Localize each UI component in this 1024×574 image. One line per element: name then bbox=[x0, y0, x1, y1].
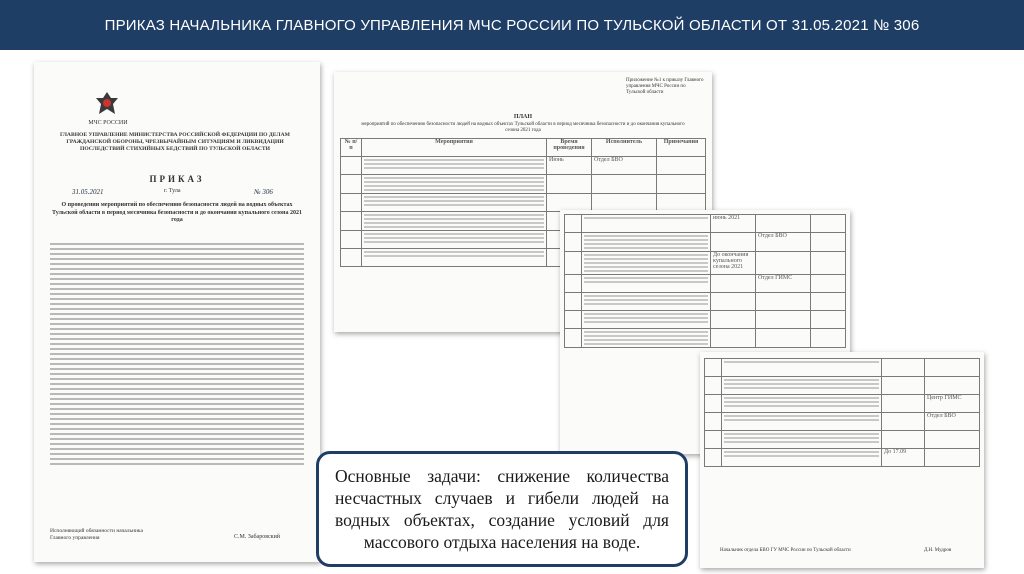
table-row bbox=[565, 252, 846, 275]
plan-title: ПЛАН bbox=[513, 114, 533, 120]
cell-b: Отдел БВО bbox=[756, 233, 811, 252]
table-row bbox=[705, 431, 980, 449]
plan-table-2 bbox=[564, 214, 846, 348]
order-subject: О проведении мероприятий по обеспечению безопасности людей на водных объектах Тульской области в период месячника безопасности и до окончания купального сезона 2021 года bbox=[52, 202, 302, 223]
plan-table-3 bbox=[704, 358, 980, 467]
cell-c: До 17.09 bbox=[882, 449, 925, 467]
table-row bbox=[705, 413, 980, 431]
cell-b: Центр ГИМС bbox=[925, 395, 980, 413]
doc-type: ПРИКАЗ bbox=[149, 174, 205, 184]
order-body-text bbox=[50, 240, 304, 468]
row-time: Июнь bbox=[547, 157, 592, 175]
row-exec: Отдел БВО bbox=[592, 157, 657, 175]
cell-a: Отдел БВО bbox=[925, 413, 980, 431]
table-row bbox=[341, 194, 706, 212]
plan-page-3 bbox=[700, 352, 984, 568]
ministry-name: ГЛАВНОЕ УПРАВЛЕНИЕ МИНИСТЕРСТВА РОССИЙСКОЙ ФЕДЕРАЦИИ ПО ДЕЛАМ ГРАЖДАНСКОЙ ОБОРОНЫ, ЧРЕЗВЫЧАЙНЫМ СИТУАЦИЯМ И ЛИКВИДАЦИИ ПОСЛЕДСТВИЙ СТИХИЙНЫХ БЕДСТВИЙ ПО ТУЛЬСКОЙ ОБЛАСТИ bbox=[60, 132, 290, 152]
order-page bbox=[34, 62, 320, 562]
plan-subtitle: мероприятий по обеспечению безопасности людей на водных объектах Тульской области в период месячника безопасности и до окончания купального сезона 2021 года bbox=[361, 122, 685, 133]
col-num: № п/п bbox=[341, 139, 362, 157]
col-note: Примечания bbox=[657, 139, 706, 157]
order-number: № 306 bbox=[254, 188, 273, 196]
table-row bbox=[565, 329, 846, 348]
order-date: 31.05.2021 bbox=[72, 188, 104, 196]
table-row bbox=[705, 377, 980, 395]
footer-right: Д.Н. Мудров bbox=[924, 548, 952, 553]
cell-c: Отдел ГИМС bbox=[756, 275, 811, 293]
table-row bbox=[565, 233, 846, 252]
col-event: Мероприятия bbox=[362, 139, 547, 157]
col-time: Время проведения bbox=[547, 139, 592, 157]
emblem-icon bbox=[94, 90, 120, 118]
key-tasks-box bbox=[316, 451, 688, 567]
plan-appendix: Приложение №1 к приказу Главного управления МЧС России по Тульской области bbox=[626, 78, 704, 95]
order-city: г. Тула bbox=[164, 188, 181, 194]
table-row bbox=[565, 293, 846, 311]
table-row bbox=[705, 395, 980, 413]
table-row bbox=[705, 359, 980, 377]
signer-name: С.М. Забаровский bbox=[234, 534, 281, 540]
key-tasks-text: Основные задачи: снижение количества несчастных случаев и гибели людей на водных объектах, создание условий для массового отдыха населения на воде. bbox=[335, 466, 669, 552]
signer-role: Исполняющий обязанности начальника Главного управления bbox=[50, 528, 143, 541]
footer-left: Начальник отдела БВО ГУ МЧС России по Тульской области bbox=[720, 548, 851, 553]
col-exec: Исполнитель bbox=[592, 139, 657, 157]
table-row bbox=[341, 175, 706, 194]
header-bar bbox=[0, 0, 1024, 50]
cell-a: июнь 2021 bbox=[711, 215, 756, 233]
table-row bbox=[565, 311, 846, 329]
table-row bbox=[565, 275, 846, 293]
table-row bbox=[565, 215, 846, 233]
cell-d: До окончания купального сезона 2021 bbox=[711, 252, 756, 275]
table-row bbox=[705, 449, 980, 467]
header-title: ПРИКАЗ НАЧАЛЬНИКА ГЛАВНОГО УПРАВЛЕНИЯ МЧС РОССИИ ПО ТУЛЬСКОЙ ОБЛАСТИ ОТ 31.05.2021 № 306 bbox=[104, 16, 920, 34]
emblem-caption: МЧС РОССИИ bbox=[88, 120, 128, 126]
table-row bbox=[341, 157, 706, 175]
